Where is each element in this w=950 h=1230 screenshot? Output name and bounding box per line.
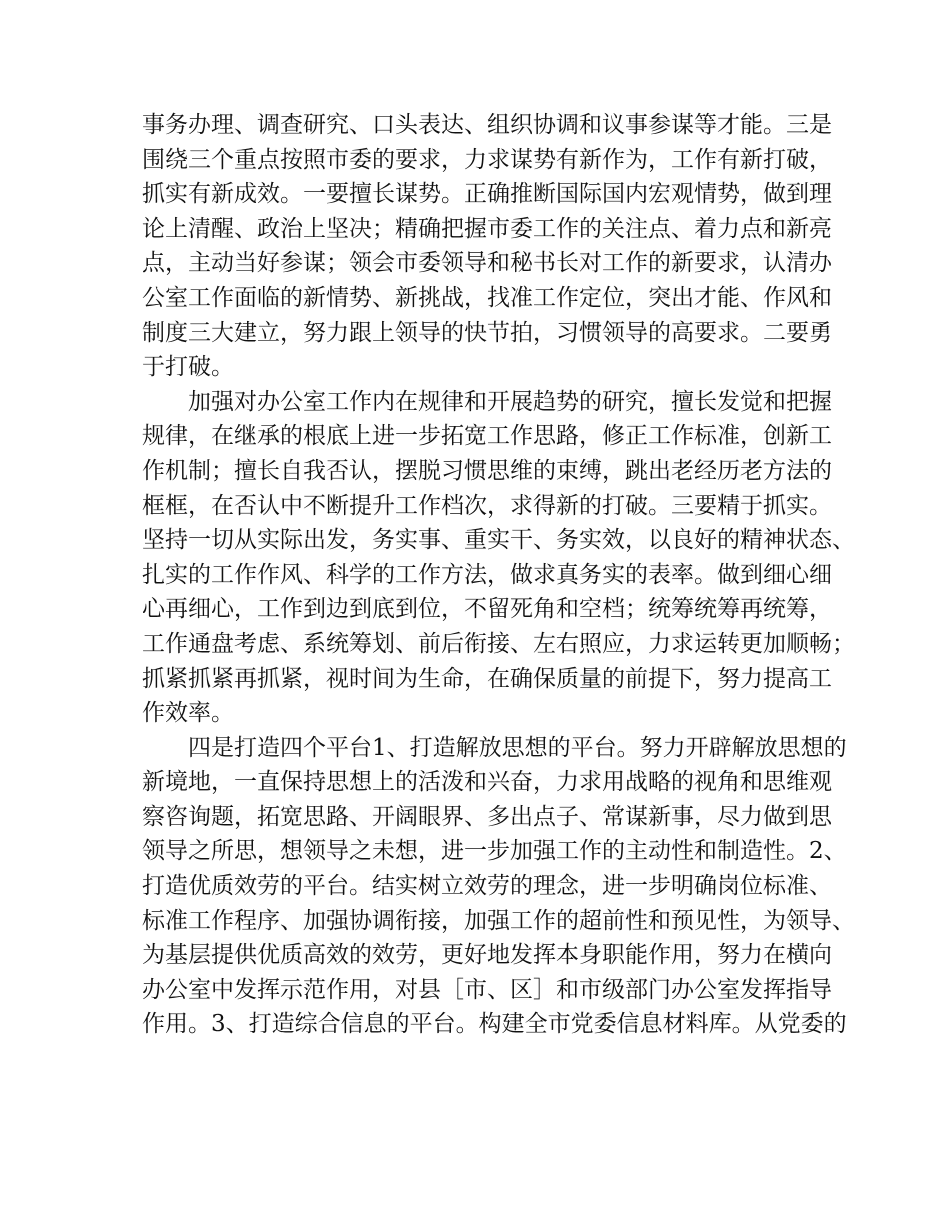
text-line: 作效率。 xyxy=(142,700,234,727)
text-line: 察咨询题，拓宽思路、开阔眼界、多出点子、常谋新事，尽力做到思 xyxy=(142,803,832,830)
paragraph-3 xyxy=(142,731,855,1042)
text-line: 框框，在否认中不断提升工作档次，求得新的打破。三要精于抓实。 xyxy=(142,492,832,519)
text-line: 坚持一切从实际出发，务实事、重实干、务实效，以良好的精神状态、 xyxy=(142,527,855,554)
text-line: 抓紧抓紧再抓紧，视时间为生命，在确保质量的前提下，努力提高工 xyxy=(142,665,832,692)
body-text xyxy=(142,108,855,1042)
paragraph-1 xyxy=(142,108,832,385)
text-line: 事务办理、调查研究、口头表达、组织协调和议事参谋等才能。三是 xyxy=(142,112,832,138)
text-line: 于打破。 xyxy=(142,354,234,381)
text-line: 点，主动当好参谋；领会市委领导和秘书长对工作的新要求，认清办 xyxy=(142,250,832,277)
text-line: 作机制；擅长自我否认，摆脱习惯思维的束缚，跳出老经历老方法的 xyxy=(142,457,832,484)
text-line: 新境地，一直保持思想上的活泼和兴奋，力求用战略的视角和思维观 xyxy=(142,769,832,796)
text-line: 作用。3、打造综合信息的平台。构建全市党委信息材料库。从党委的 xyxy=(142,1011,847,1038)
text-line: 工作通盘考虑、系统筹划、前后衔接、左右照应，力求运转更加顺畅； xyxy=(142,630,855,657)
text-line: 四是打造四个平台1、打造解放思想的平台。努力开辟解放思想的 xyxy=(188,734,847,761)
text-line: 公室工作面临的新情势、新挑战，找准工作定位，突出才能、作风和 xyxy=(142,284,832,311)
text-line: 办公室中发挥示范作用，对县［市、区］和市级部门办公室发挥指导 xyxy=(142,976,832,1003)
text-line: 规律，在继承的根底上进一步拓宽工作思路，修正工作标准，创新工 xyxy=(142,423,832,450)
text-line: 标准工作程序、加强协调衔接，加强工作的超前性和预见性，为领导、 xyxy=(142,907,855,934)
text-line: 为基层提供优质高效的效劳，更好地发挥本身职能作用，努力在横向 xyxy=(142,942,832,969)
paragraph-2 xyxy=(142,385,855,731)
text-line: 抓实有新成效。一要擅长谋势。正确推断国际国内宏观情势，做到理 xyxy=(142,181,832,208)
text-line: 领导之所思，想领导之未想，进一步加强工作的主动性和制造性。2、 xyxy=(142,838,847,865)
text-line: 打造优质效劳的平台。结实树立效劳的理念，进一步明确岗位标准、 xyxy=(142,873,832,900)
text-line: 扎实的工作作风、科学的工作方法，做求真务实的表率。做到细心细 xyxy=(142,561,832,588)
text-line: 论上清醒、政治上坚决；精确把握市委工作的关注点、着力点和新亮 xyxy=(142,215,832,242)
text-line: 制度三大建立，努力跟上领导的快节拍，习惯领导的高要求。二要勇 xyxy=(142,319,832,346)
text-line: 加强对办公室工作内在规律和开展趋势的研究，擅长发觉和把握 xyxy=(188,388,832,415)
text-line: 围绕三个重点按照市委的要求，力求谋势有新作为，工作有新打破， xyxy=(142,146,832,173)
text-line: 心再细心，工作到边到底到位，不留死角和空档；统筹统筹再统筹， xyxy=(142,596,832,623)
